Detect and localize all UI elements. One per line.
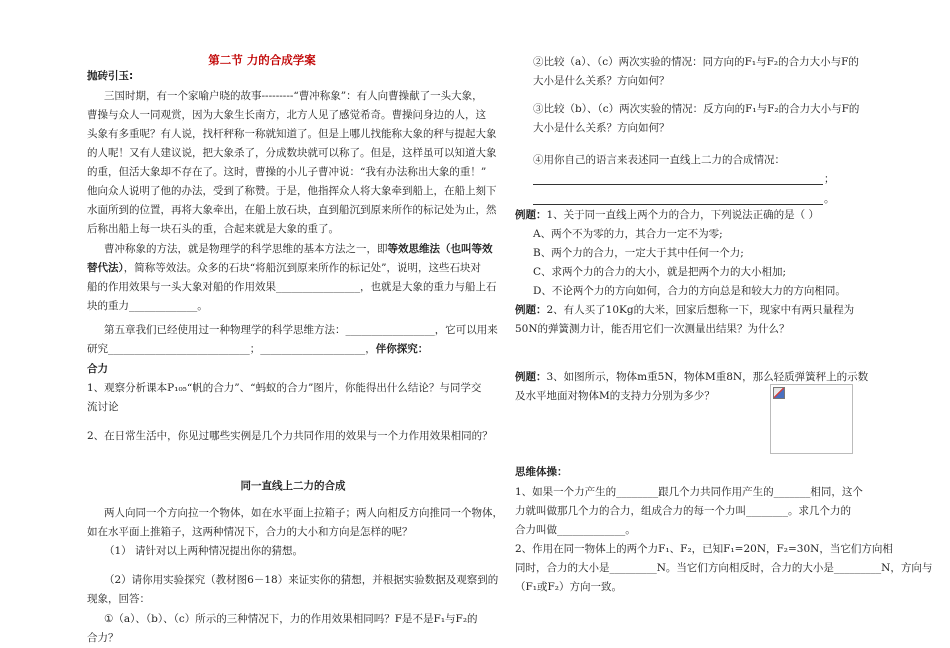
- text-line: [104, 612, 478, 626]
- text-run: （F₁或F₂）方向一致。: [515, 581, 622, 593]
- text-run: 曹操与众人一同观赏，因为大象生长南方，北方人见了感觉希奇。曹操问身边的人，这: [87, 109, 486, 121]
- text-line: [87, 165, 486, 179]
- text-run: C、求两个力的合力的大小，就是把两个力的大小相加;: [533, 266, 787, 278]
- text-run: 1、关于同一直线上两个力的合力，下列说法正确的是（ ）: [546, 209, 820, 221]
- text-run: 例题：: [515, 371, 547, 383]
- text-line: [533, 121, 670, 135]
- text-run: ①（a）、（b）、（c）所示的三种情况下，力的作用效果相同吗？F是不是F₁与F₂的: [104, 613, 478, 625]
- text-run: 第五章我们已经使用过一种物理学的科学思维方法：_________________，它可以用来: [104, 324, 498, 336]
- text-line: [515, 370, 868, 384]
- text-line: [533, 265, 786, 279]
- text-line: [515, 303, 854, 317]
- text-line: [87, 108, 486, 122]
- text-line: [533, 246, 744, 260]
- text-line: [515, 465, 568, 479]
- text-run: 2、作用在同一物体上的两个力F₁、F₂，已知F₁=20N，F₂=30N，当它们方向相: [515, 543, 893, 555]
- text-run: 头象有多重呢？有人说，找杆秤称一称就知道了。但是上哪儿找能称大象的秤与提起大象: [87, 128, 497, 140]
- text-run: 同时，合力的大小是_________N。当它们方向相反时，合力的大小是_________N，方向与: [515, 562, 933, 574]
- text-run: 1、如果一个力产生的________跟几个力共同作用产生的_______相同，这个: [515, 486, 863, 498]
- text-run: 的重，但活大象却不存在了。这时，曹操的小儿子曹冲说：“我有办法称出大象的重！”: [87, 166, 487, 178]
- text-run: 大小是什么关系？方向如何？: [533, 75, 670, 87]
- text-line: [87, 69, 133, 83]
- text-run: 三国时期，有一个家喻户晓的故事---------“曹冲称象”：有人向曹操献了一头大象，: [104, 90, 483, 102]
- section-heading: 同一直线上二力的合成: [240, 480, 346, 492]
- text-line: [87, 203, 497, 217]
- text-run: ③比较（b）、（c）两次实验的情况：反方向的F₁与F₂的合力大小与F的: [533, 103, 860, 115]
- text-run: 替代法）: [87, 262, 124, 274]
- text-line: [533, 227, 723, 241]
- page-title: 第二节 力的合成学案: [208, 53, 316, 67]
- text-line: [824, 192, 835, 206]
- text-line: [515, 485, 863, 499]
- text-run: 2、有人买了10Kg的大米，回家后想称一下，现家中有两只量程为: [546, 304, 855, 316]
- answer-line-1: [533, 184, 823, 185]
- text-run: 力就叫做那几个力的合力，组成合力的每一个力叫________。求几个力的: [515, 505, 851, 517]
- text-line: [87, 127, 497, 141]
- text-run: 抛砖引玉:: [87, 70, 134, 82]
- text-run: 的人呢！又有人建议说，把大象杀了，分成数块就可以称了。但是，这样虽可以知道大象: [87, 147, 497, 159]
- text-run: 1、观察分析课本P₁₀₅“帆的合力”、“蚂蚁的合力”图片，你能得出什么结论？与同学交: [87, 382, 482, 394]
- text-line: [87, 299, 208, 313]
- text-run: 合力？: [87, 632, 119, 644]
- text-line: [87, 400, 119, 414]
- text-run: 例题：: [515, 209, 547, 221]
- text-line: [533, 74, 670, 88]
- figure-image: [770, 384, 853, 454]
- text-run: 及水平地面对物体M的支持力分别为多少？: [515, 390, 715, 402]
- text-line: [87, 146, 497, 160]
- text-line: [515, 542, 893, 556]
- text-run: ②比较（a）、（c）两次实验的情况：同方向的F₁与F₂的合力大小与F的: [533, 56, 859, 68]
- text-run: 思维体操：: [515, 466, 568, 478]
- text-run: 3、如图所示，物体m重5N，物体M重8N，那么轻质弹簧秤上的示数: [546, 371, 869, 383]
- text-line: [104, 544, 303, 558]
- text-run: 研究___________________________；____________________，: [87, 343, 376, 355]
- text-line: [515, 561, 932, 575]
- text-line: [104, 506, 503, 520]
- text-run: 合力: [87, 363, 108, 375]
- text-run: 50N的弹簧测力计，能否用它们一次测量出结果？为什么？: [515, 323, 790, 335]
- text-run: 大小是什么关系？方向如何？: [533, 122, 670, 134]
- text-run: ，简称等效法。众多的石块“将船沉到原来所作的标记处”，说明，这些石块对: [123, 262, 481, 274]
- text-run: （2）请你用实验探究（教材图6－18）来证实你的猜想，并根据实验数据及观察到的: [104, 574, 499, 586]
- text-run: （1） 请针对以上两种情况提出你的猜想。: [104, 545, 304, 557]
- text-run: D、不论两个力的方向如何，合力的方向总是和较大力的方向相同。: [533, 285, 846, 297]
- text-line: [515, 504, 851, 518]
- text-run: ；: [824, 173, 835, 185]
- text-line: [824, 172, 835, 186]
- text-line: [87, 184, 497, 198]
- text-run: 等效思维法（也叫等效: [387, 243, 493, 255]
- text-line: [87, 381, 481, 395]
- text-run: 块的重力_____________。: [87, 300, 208, 312]
- text-run: 两人向同一个方向拉一个物体，如在水平面上拉箱子；两人向相反方向推同一个物体，: [104, 507, 503, 519]
- text-line: [87, 631, 119, 645]
- text-line: [87, 429, 493, 443]
- text-line: [515, 208, 819, 222]
- text-line: [104, 242, 493, 256]
- text-line: [104, 573, 498, 587]
- text-line: [104, 89, 483, 103]
- text-run: A、两个不为零的力，其合力一定不为零;: [533, 228, 723, 240]
- text-run: 如在水平面上推箱子，这两种情况下，合力的大小和方向是怎样的呢？: [87, 526, 413, 538]
- text-line: [87, 362, 108, 376]
- text-line: [104, 323, 498, 337]
- text-line: [533, 153, 785, 167]
- text-line: [533, 284, 846, 298]
- text-line: [533, 55, 859, 69]
- text-run: 2、在日常生活中，你见过哪些实例是几个力共同作用的效果与一个力作用效果相同的？: [87, 430, 493, 442]
- broken-image-icon: [773, 387, 785, 399]
- text-line: [87, 342, 428, 356]
- text-run: ④用你自己的语言来表述同一直线上二力的合成情况：: [533, 154, 785, 166]
- text-line: [515, 580, 622, 594]
- text-line: [87, 592, 150, 606]
- text-line: [87, 222, 339, 236]
- text-run: 。: [824, 193, 835, 205]
- text-run: 水面所到的位置，再将大象牵出，在船上放石块，直到船沉到原来所作的标记处为止，然: [87, 204, 497, 216]
- text-run: 后称出船上每一块石头的重，合起来就是大象的重了。: [87, 223, 339, 235]
- text-line: [87, 280, 497, 294]
- answer-line-2: [533, 204, 823, 205]
- text-run: 他向众人说明了他的办法，受到了称赞。于是，他指挥众人将大象牵到船上，在船上刻下: [87, 185, 497, 197]
- text-run: 合力叫做_____________。: [515, 524, 636, 536]
- text-line: [515, 389, 715, 403]
- text-run: 船的作用效果与一头大象对船的作用效果________________，也就是大象的重力与船上石: [87, 281, 497, 293]
- text-run: 例题：: [515, 304, 547, 316]
- text-run: 现象，回答：: [87, 593, 150, 605]
- text-line: [515, 523, 636, 537]
- text-run: B、两个力的合力，一定大于其中任何一个力;: [533, 247, 744, 259]
- text-line: [533, 102, 859, 116]
- text-run: 曹冲称象的方法，就是物理学的科学思维的基本方法之一，即: [104, 243, 388, 255]
- text-run: 流讨论: [87, 401, 119, 413]
- text-line: [87, 525, 413, 539]
- text-line: [87, 261, 481, 275]
- text-line: [515, 322, 790, 336]
- text-run: 伴你探究：: [375, 343, 429, 355]
